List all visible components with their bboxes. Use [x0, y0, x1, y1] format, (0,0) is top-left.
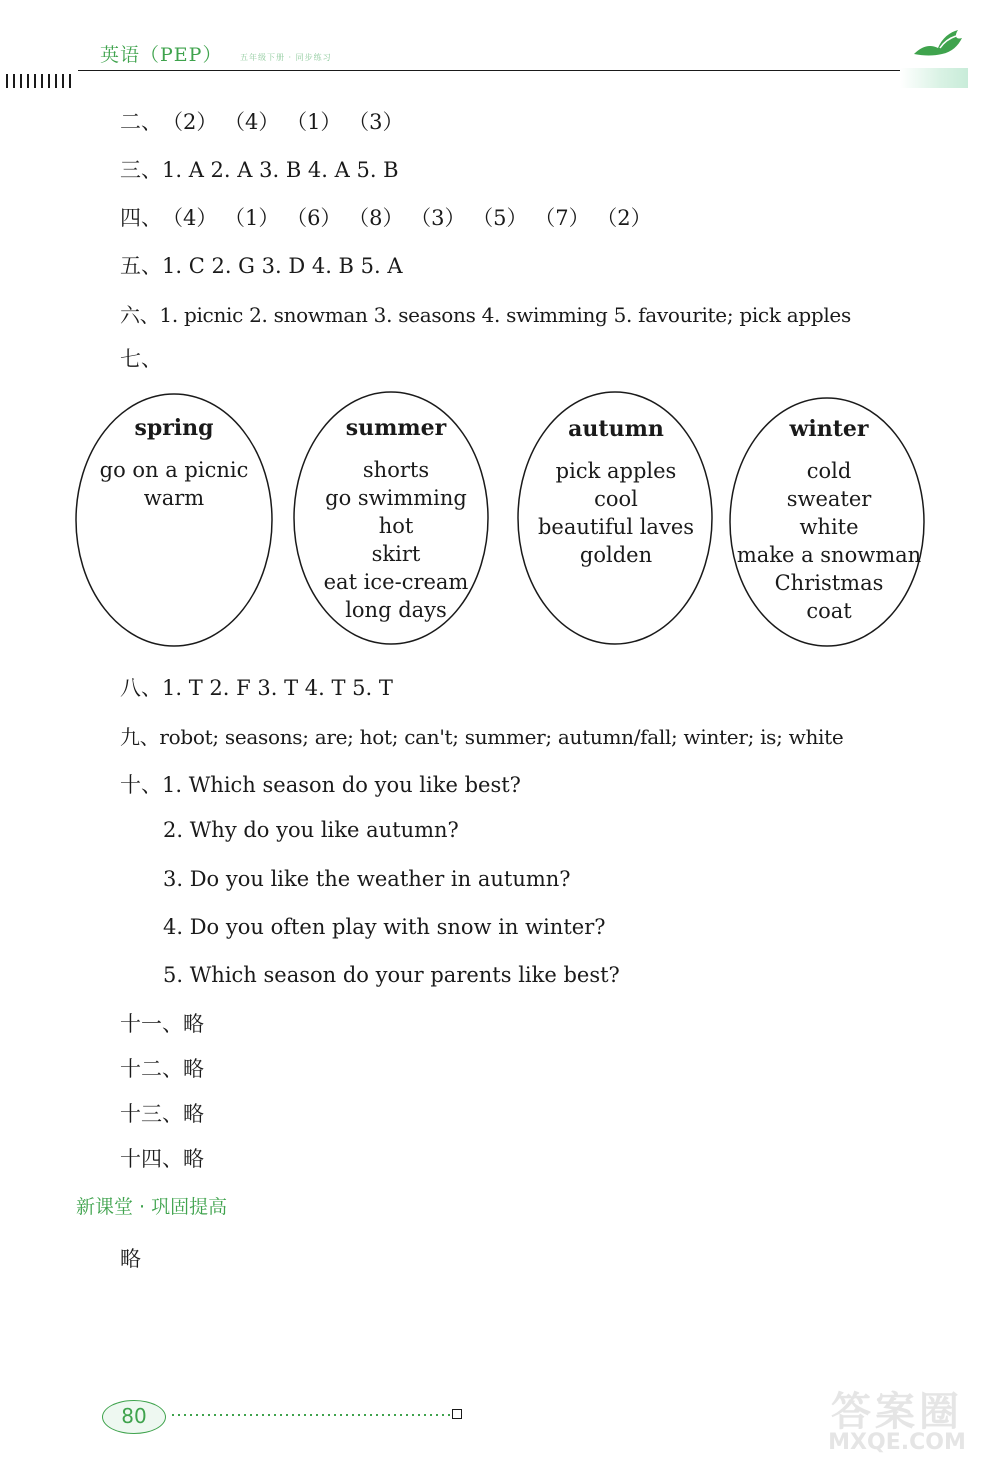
- season-winter-word: cold: [806, 459, 852, 483]
- season-winter-word: coat: [806, 599, 852, 623]
- q4-text: （4） （1） （6） （8） （3） （5） （7） （2）: [162, 206, 652, 230]
- answer-q10-item: [163, 818, 459, 842]
- q5-text: 1. C 2. G 3. D 4. B 5. A: [162, 254, 403, 278]
- q10-item: 2. Why do you like autumn?: [163, 818, 459, 842]
- season-spring-word: warm: [143, 486, 205, 510]
- q9-text: robot; seasons; are; hot; can't; summer; autumn/fall; winter; is; white: [159, 725, 844, 749]
- answer-q6: [120, 299, 851, 328]
- season-spring-word: go on a picnic: [99, 458, 249, 482]
- season-summer-word: hot: [378, 514, 414, 538]
- answer-q5: [120, 250, 403, 280]
- season-winter-word: Christmas: [774, 571, 884, 595]
- q5-label: 五、: [120, 254, 162, 278]
- q10-item: 3. Do you like the weather in autumn?: [163, 867, 571, 891]
- season-winter-name: winter: [789, 416, 869, 442]
- q2-label: 二、: [120, 110, 162, 134]
- watermark-logo-text: 答案圈: [831, 1389, 963, 1435]
- answer-q10: [120, 769, 521, 799]
- bird-logo-icon: [912, 24, 968, 64]
- answer-q3: [120, 154, 399, 184]
- season-spring-name: spring: [134, 415, 214, 441]
- q14-text: 略: [183, 1147, 204, 1171]
- q11-text: 略: [183, 1012, 204, 1036]
- season-autumn-word: beautiful laves: [537, 515, 695, 539]
- q10-label: 十、: [120, 773, 162, 797]
- q7-label: 七、: [120, 347, 162, 371]
- header-title: 英语（PEP）: [100, 44, 223, 66]
- season-spring: [86, 414, 262, 512]
- season-winter-word: sweater: [786, 487, 872, 511]
- section-heading: 新课堂 · 巩固提高: [76, 1196, 228, 1218]
- q10-item: 4. Do you often play with snow in winter?: [163, 915, 606, 939]
- header-subtitle: 五年级下册 · 同步练习: [240, 53, 332, 62]
- season-summer-word: long days: [345, 598, 447, 622]
- q8-label: 八、: [120, 676, 162, 700]
- season-autumn-word: pick apples: [555, 459, 677, 483]
- page-number-badge: [102, 1400, 166, 1434]
- header-tick-marks: [6, 74, 76, 88]
- watermark: [802, 1380, 992, 1460]
- season-summer-word: shorts: [362, 458, 430, 482]
- answer-q9: [120, 721, 843, 750]
- q14-label: 十四、: [120, 1147, 183, 1171]
- q11-label: 十一、: [120, 1012, 183, 1036]
- q13-text: 略: [183, 1102, 204, 1126]
- watermark-url: MXQE.COM: [828, 1430, 966, 1455]
- season-summer-word: skirt: [371, 542, 421, 566]
- footer-dotted-line: [172, 1414, 450, 1416]
- section-answer: [120, 1243, 141, 1273]
- answer-q10-item: [163, 915, 606, 939]
- season-summer-word: eat ice-cream: [323, 570, 469, 594]
- q12-text: 略: [183, 1057, 204, 1081]
- q6-text: 1. picnic 2. snowman 3. seasons 4. swimming 5. favourite; pick apples: [159, 303, 851, 327]
- q4-label: 四、: [120, 206, 162, 230]
- q10-item: 1. Which season do you like best?: [162, 773, 521, 797]
- q10-item: 5. Which season do your parents like best?: [163, 963, 620, 987]
- q3-label: 三、: [120, 158, 162, 182]
- footer-square-icon: [452, 1409, 462, 1419]
- q12-label: 十二、: [120, 1057, 183, 1081]
- season-autumn-word: golden: [579, 543, 653, 567]
- season-winter: [736, 415, 922, 625]
- q3-text: 1. A 2. A 3. B 4. A 5. B: [162, 158, 399, 182]
- answer-q14: [120, 1143, 204, 1173]
- q9-label: 九、: [120, 725, 160, 749]
- season-autumn: [526, 415, 706, 569]
- section-answer-text: 略: [120, 1247, 141, 1271]
- answer-q10-item: [163, 867, 571, 891]
- answer-q2: [120, 106, 403, 136]
- answer-q12: [120, 1053, 204, 1083]
- answer-q10-item: [163, 963, 620, 987]
- header-rule: [78, 70, 953, 71]
- q6-label: 六、: [120, 303, 160, 327]
- season-summer-name: summer: [345, 415, 447, 441]
- answer-q7: [120, 343, 162, 373]
- season-winter-word: make a snowman: [736, 543, 922, 567]
- page-number: 80: [121, 1404, 147, 1428]
- answer-q13: [120, 1098, 204, 1128]
- header-green-bar: [900, 68, 968, 88]
- q13-label: 十三、: [120, 1102, 183, 1126]
- season-summer-word: go swimming: [325, 486, 467, 510]
- season-winter-word: white: [799, 515, 859, 539]
- q2-text: （2） （4） （1） （3）: [162, 110, 404, 134]
- season-autumn-name: autumn: [568, 416, 664, 442]
- season-summer: [304, 414, 488, 624]
- answer-q11: [120, 1008, 204, 1038]
- season-autumn-word: cool: [594, 487, 638, 511]
- answer-q4: [120, 202, 652, 232]
- answer-q8: [120, 672, 393, 702]
- q8-text: 1. T 2. F 3. T 4. T 5. T: [162, 676, 393, 700]
